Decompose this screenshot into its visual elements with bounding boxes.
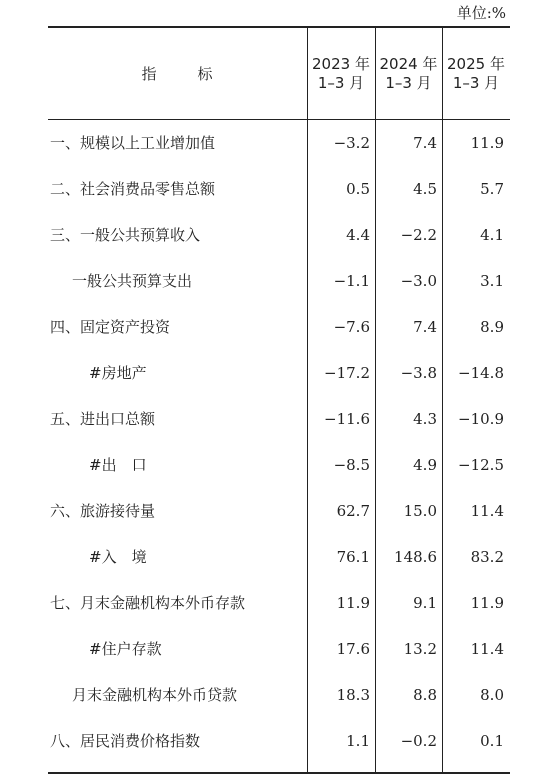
value-2024: −3.0 xyxy=(400,272,437,290)
value-2025: 11.4 xyxy=(470,640,504,658)
row-label: 二、社会消费品零售总额 xyxy=(50,180,216,198)
table-row xyxy=(48,626,510,672)
indicator-header-char-1: 指 xyxy=(141,65,158,83)
value-2025: 11.9 xyxy=(470,594,504,612)
table-row xyxy=(48,718,510,764)
value-2025: 0.1 xyxy=(480,732,504,750)
value-2024: 15.0 xyxy=(403,502,437,520)
value-2023: −17.2 xyxy=(324,364,370,382)
table-row xyxy=(48,672,510,718)
value-2024: −3.8 xyxy=(400,364,437,382)
row-label: #房地产 xyxy=(89,364,147,382)
value-2025: −12.5 xyxy=(458,456,504,474)
value-2025: 5.7 xyxy=(480,180,504,198)
table-row xyxy=(48,212,510,258)
value-2025: 4.1 xyxy=(480,226,504,244)
value-2023: 62.7 xyxy=(336,502,370,520)
column-header-2025 xyxy=(442,28,510,119)
table-row xyxy=(48,580,510,626)
row-label: #出 口 xyxy=(89,456,147,474)
row-label: #入 境 xyxy=(89,548,147,566)
column-header-2024 xyxy=(375,28,442,119)
value-2023: 0.5 xyxy=(346,180,370,198)
row-label: 五、进出口总额 xyxy=(50,410,156,428)
table-row xyxy=(48,258,510,304)
row-label: 三、一般公共预算收入 xyxy=(50,226,201,244)
row-label: 一、规模以上工业增加值 xyxy=(50,134,216,152)
table-row xyxy=(48,120,510,166)
column-header-2023 xyxy=(307,28,375,119)
indicator-header-char-2: 标 xyxy=(197,65,214,83)
value-2025: −14.8 xyxy=(458,364,504,382)
value-2025: 8.9 xyxy=(480,318,504,336)
value-2023: −3.2 xyxy=(333,134,370,152)
unit-label: 单位:% xyxy=(456,4,506,22)
value-2023: −8.5 xyxy=(333,456,370,474)
row-label: 月末金融机构本外币贷款 xyxy=(72,686,238,704)
column-header-period: 1–3 月 xyxy=(452,73,500,92)
table-row xyxy=(48,396,510,442)
column-header-year: 2025 年 xyxy=(447,54,505,73)
value-2024: −0.2 xyxy=(400,732,437,750)
value-2023: −1.1 xyxy=(333,272,370,290)
indicator-header xyxy=(48,28,307,119)
value-2024: 7.4 xyxy=(413,134,437,152)
row-label: 四、固定资产投资 xyxy=(50,318,171,336)
value-2024: 4.3 xyxy=(413,410,437,428)
table-row xyxy=(48,166,510,212)
value-2025: 3.1 xyxy=(480,272,504,290)
value-2023: 18.3 xyxy=(336,686,370,704)
value-2023: 1.1 xyxy=(346,732,370,750)
value-2025: −10.9 xyxy=(458,410,504,428)
column-header-period: 1–3 月 xyxy=(317,73,365,92)
value-2025: 8.0 xyxy=(480,686,504,704)
value-2023: 11.9 xyxy=(336,594,370,612)
column-header-year: 2023 年 xyxy=(312,54,370,73)
value-2023: −11.6 xyxy=(324,410,370,428)
value-2023: 4.4 xyxy=(346,226,370,244)
row-label: 六、旅游接待量 xyxy=(50,502,156,520)
value-2024: 7.4 xyxy=(413,318,437,336)
column-header-year: 2024 年 xyxy=(379,54,438,73)
column-header-period: 1–3 月 xyxy=(385,73,432,92)
statistics-table xyxy=(48,26,510,774)
row-label: 八、居民消费价格指数 xyxy=(50,732,201,750)
table-row xyxy=(48,304,510,350)
value-2024: 4.5 xyxy=(413,180,437,198)
value-2024: 8.8 xyxy=(413,686,437,704)
value-2023: 76.1 xyxy=(336,548,370,566)
value-2025: 83.2 xyxy=(470,548,504,566)
value-2025: 11.4 xyxy=(470,502,504,520)
table-row xyxy=(48,488,510,534)
table-row xyxy=(48,442,510,488)
value-2024: 9.1 xyxy=(413,594,437,612)
value-2024: 13.2 xyxy=(403,640,437,658)
value-2023: 17.6 xyxy=(336,640,370,658)
value-2024: −2.2 xyxy=(400,226,437,244)
row-label: 七、月末金融机构本外币存款 xyxy=(50,594,246,612)
table-row xyxy=(48,350,510,396)
value-2023: −7.6 xyxy=(333,318,370,336)
table-row xyxy=(48,534,510,580)
value-2024: 4.9 xyxy=(413,456,437,474)
value-2025: 11.9 xyxy=(470,134,504,152)
row-label: #住户存款 xyxy=(89,640,162,658)
value-2024: 148.6 xyxy=(394,548,437,566)
row-label: 一般公共预算支出 xyxy=(72,272,193,290)
